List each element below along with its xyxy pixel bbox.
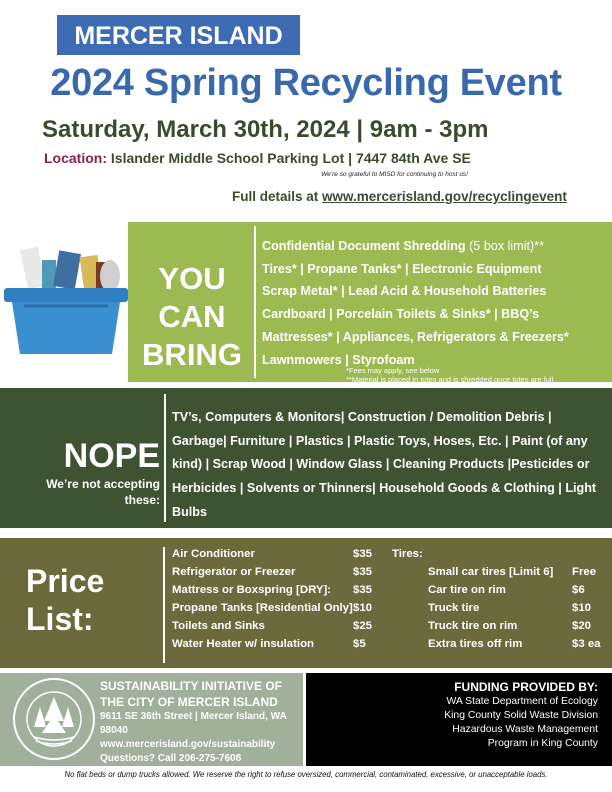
sust-title: SUSTAINABILITY INITIATIVE OF — [100, 679, 283, 693]
heading-line: Price — [26, 563, 105, 599]
price-item-name: Air Conditioner — [172, 548, 255, 560]
heading-line: BRING — [142, 337, 242, 372]
accepted-item: Lawnmowers | Styrofoam — [262, 352, 415, 367]
price-item-name: Propane Tanks [Residential Only] — [172, 602, 353, 614]
tires-label: Tires: — [392, 548, 423, 560]
location-value: Islander Middle School Parking Lot | 7447 84th Ave SE — [107, 150, 471, 166]
phone: Questions? Call 206-275-7608 — [100, 753, 242, 764]
heading-line: YOU — [158, 261, 226, 296]
price-item-name: Mattress or Boxspring [DRY]: — [172, 584, 332, 596]
accepted-item: Scrap Metal* | Lead Acid & Household Batteries — [262, 284, 547, 299]
tire-item-price: $6 — [572, 584, 585, 596]
price-item-name: Water Heater w/ insulation — [172, 638, 314, 650]
tire-item-price: $10 — [572, 602, 592, 614]
funder: WA State Department of Ecology — [446, 696, 598, 707]
accepted-item: Mattresses* | Appliances, Refrigerators & Freezers* — [262, 329, 569, 344]
tire-item-name: Truck tire — [428, 602, 480, 614]
tire-item-name: Truck tire on rim — [428, 620, 518, 632]
location-label: Location: — [44, 150, 107, 166]
sustainability-panel — [0, 673, 303, 766]
footnote-fees: *Fees may apply, see below — [346, 366, 440, 375]
tire-item-price: Free — [572, 566, 597, 578]
price-list-heading — [26, 562, 136, 638]
footnote-shredding: **Material is placed in totes and is shredded once totes are full — [346, 375, 554, 384]
price-item-name: Refrigerator or Freezer — [172, 566, 296, 578]
tire-item-price: $20 — [572, 620, 592, 632]
details-link[interactable]: www.mercerisland.gov/recyclingevent — [322, 189, 567, 204]
brand-banner: MERCER ISLAND — [57, 15, 300, 55]
accepted-item: Tires* | Propane Tanks* | Electronic Equipment — [262, 261, 542, 276]
funding-title: FUNDING PROVIDED BY: — [454, 680, 598, 694]
nope-title: NOPE — [63, 437, 160, 475]
details-prefix: Full details at — [232, 189, 323, 204]
accepted-items-list — [262, 235, 569, 371]
funding-info — [444, 679, 598, 751]
funder: King County Solid Waste Division — [444, 710, 598, 721]
sustainability-info — [100, 679, 303, 766]
tire-item-price: $3 ea — [572, 638, 601, 650]
funder: Hazardous Waste Management — [452, 724, 598, 735]
you-can-bring-section — [128, 222, 612, 382]
heading-line: CAN — [158, 299, 226, 334]
price-item-name: Toilets and Sinks — [172, 620, 265, 632]
event-date: Saturday, March 30th, 2024 | 9am - 3pm — [42, 116, 489, 143]
you-can-bring-heading — [136, 260, 248, 374]
event-title: 2024 Spring Recycling Event — [50, 62, 562, 104]
not-accepted-items: TV’s, Computers & Monitors| Construction / Demolition Debris | Garbage| Furniture | Plastics | Plastic Toys, Hoses, Etc. | Paint (of any kind) | Scrap Wood | Window Glass | Cleaning Products |Pesticides or Herbicides | Solvents or Thinners| Household Goods & Clothing | Light Bulbs — [172, 410, 597, 519]
funder: Program in King County — [487, 738, 598, 749]
price-item-price: $10 — [353, 602, 373, 614]
heading-line: List: — [26, 601, 94, 637]
recycling-bin-icon — [4, 240, 132, 358]
tire-item-name: Extra tires off rim — [428, 638, 523, 650]
city-seal-logo — [12, 677, 96, 761]
price-item-price: $5 — [353, 638, 366, 650]
price-item-price: $35 — [353, 548, 373, 560]
nope-heading — [10, 436, 160, 508]
tire-item-name: Small car tires [Limit 6] — [428, 566, 554, 578]
details-line — [232, 189, 567, 204]
accepted-item: Confidential Document Shredding (5 box limit)** — [262, 239, 544, 253]
sust-title: THE CITY OF MERCER ISLAND — [100, 694, 278, 709]
price-item-price: $35 — [353, 566, 373, 578]
price-item-price: $35 — [353, 584, 373, 596]
event-location — [44, 150, 471, 166]
price-list-section — [0, 538, 612, 668]
divider — [254, 226, 256, 378]
divider — [164, 394, 166, 522]
tire-item-name: Car tire on rim — [428, 584, 506, 596]
divider — [163, 547, 165, 663]
not-accepted-section — [0, 388, 612, 528]
thanks-note: We’re so grateful to MISD for continuing to host us! — [321, 171, 468, 178]
accepted-item: Cardboard | Porcelain Toilets & Sinks* | BBQ’s — [262, 307, 540, 322]
sustainability-link[interactable]: www.mercerisland.gov/sustainability — [100, 739, 276, 750]
disclaimer: No flat beds or dump trucks allowed. We reserve the right to refuse oversized, commercial, contaminated, excessive, or unacceptable loads. — [64, 770, 548, 779]
address: 9611 SE 36th Street | Mercer Island, WA 98040 — [100, 711, 287, 736]
price-item-price: $25 — [353, 620, 373, 632]
nope-subtitle: We’re not accepting these: — [46, 477, 160, 507]
funding-panel — [306, 673, 612, 766]
